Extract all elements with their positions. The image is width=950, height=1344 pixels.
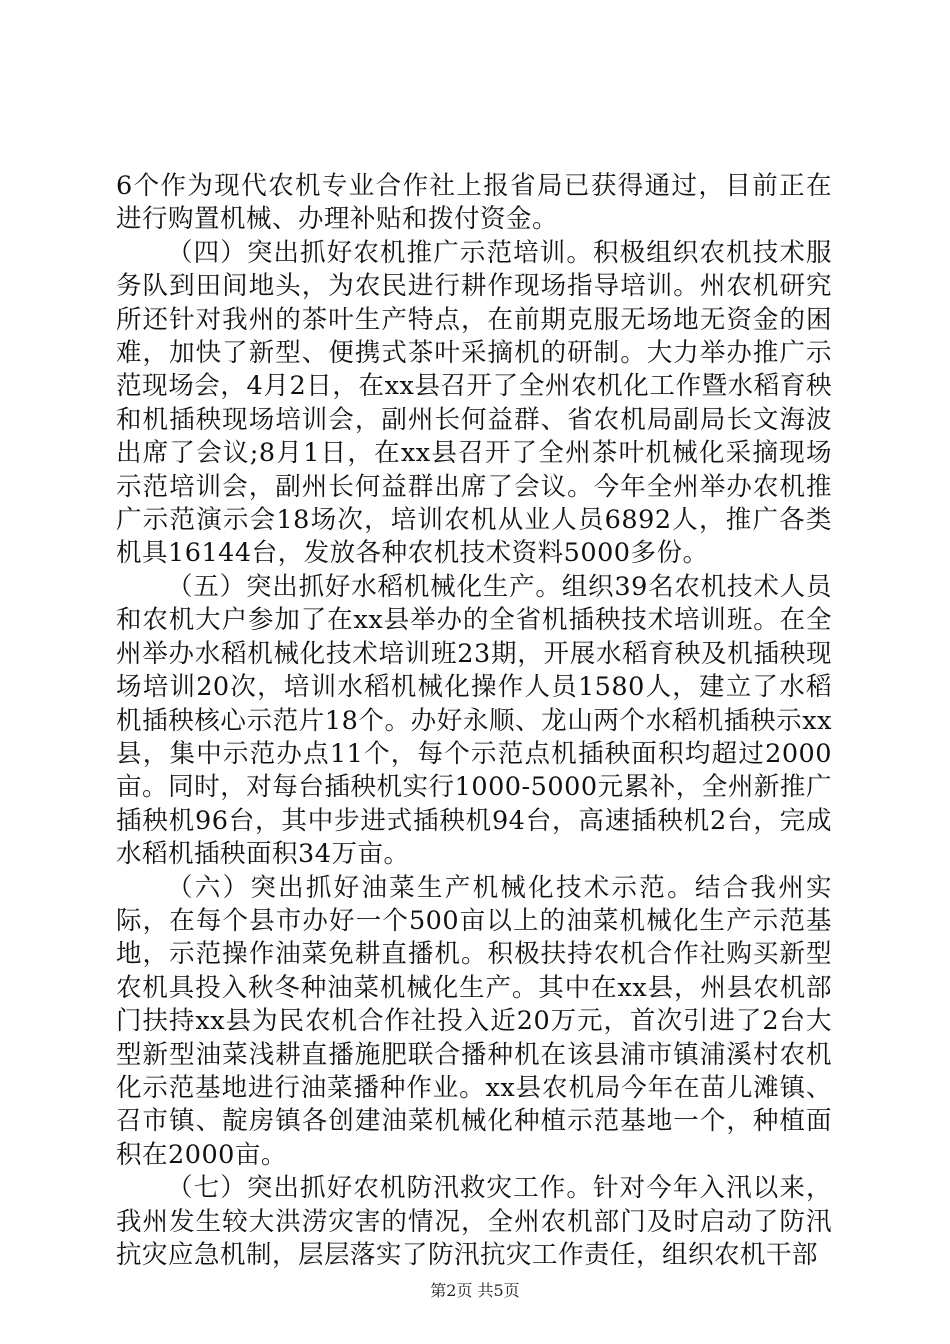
paragraph-section-5: （五）突出抓好水稻机械化生产。组织39名农机技术人员和农机大户参加了在xx县举办的全省机插秧技术培训班。在全州举办水稻机械化技术培训班23期，开展水稻育秧及机插秧现场培训20次，培训水稻机械化操作人员1580人，建立了水稻机插秧核心示范片18个。办好永顺、龙山两个水稻机插秧示xx县，集中示范办点11个，每个示范点机插秧面积均超过2000亩。同时，对每台插秧机实行1000-5000元累补，全州新推广插秧机96台，其中步进式插秧机94台，高速插秧机2台，完成水稻机插秧面积34万亩。 xyxy=(116,571,832,870)
paragraph-section-6: （六）突出抓好油菜生产机械化技术示范。结合我州实际，在每个县市办好一个500亩以上的油菜机械化生产示范基地，示范操作油菜免耕直播机。积极扶持农机合作社购买新型农机具投入秋冬种油菜机械化生产。其中在xx县，州县农机部门扶持xx县为民农机合作社投入近20万元，首次引进了2台大型新型油菜浅耕直播施肥联合播种机在该县浦市镇浦溪村农机化示范基地进行油菜播种作业。xx县农机局今年在苗儿滩镇、召市镇、靛房镇各创建油菜机械化种植示范基地一个，种植面积在2000亩。 xyxy=(116,872,832,1170)
document-body xyxy=(116,170,832,1272)
paragraph-section-4: （四）突出抓好农机推广示范培训。积极组织农机技术服务队到田间地头，为农民进行耕作现场指导培训。州农机研究所还针对我州的茶叶生产特点，在前期克服无场地无资金的困难，加快了新型、便携式茶叶采摘机的研制。大力举办推广示范现场会，4月2日，在xx县召开了全州农机化工作暨水稻育秧和机插秧现场培训会，副州长何益群、省农机局副局长文海波出席了会议;8月1日，在xx县召开了全州茶叶机械化采摘现场示范培训会，副州长何益群出席了会议。今年全州举办农机推广示范演示会18场次，培训农机从业人员6892人，推广各类机具16144台，发放各种农机技术资料5000多份。 xyxy=(116,237,832,569)
paragraph-continuation: 6个作为现代农机专业合作社上报省局已获得通过，目前正在进行购置机械、办理补贴和拨付资金。 xyxy=(116,171,832,235)
paragraph-section-7: （七）突出抓好农机防汛救灾工作。针对今年入汛以来，我州发生较大洪涝灾害的情况，全州农机部门及时启动了防汛抗灾应急机制，层层落实了防汛抗灾工作责任，组织农机干部 xyxy=(116,1173,832,1270)
page-number-footer: 第2页 共5页 xyxy=(430,1281,520,1300)
